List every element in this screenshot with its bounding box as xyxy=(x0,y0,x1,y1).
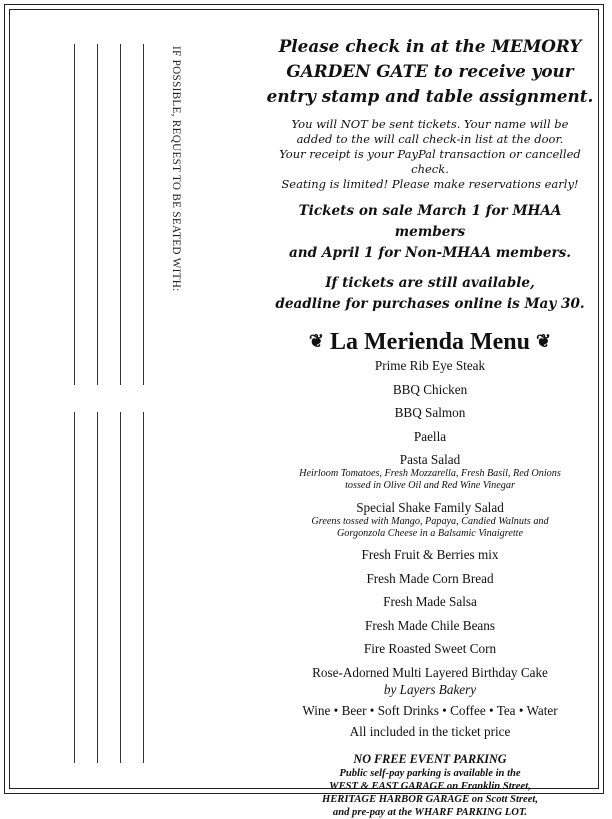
menu-item-description: tossed in Olive Oil and Red Wine Vinegar xyxy=(345,480,515,491)
write-line xyxy=(143,44,144,385)
menu-item-description: Gorgonzola Cheese in a Balsamic Vinaigrette xyxy=(336,527,524,539)
menu-item: Pasta Salad xyxy=(399,452,461,467)
deadline-info xyxy=(262,273,598,315)
tickets-info xyxy=(262,201,598,264)
note-line: You will NOT be sent tickets. Your name will be xyxy=(291,117,569,131)
drinks-list: Wine • Beer • Soft Drinks • Coffee • Tea • Water xyxy=(302,702,558,718)
checkin-heading: Please check in at the MEMORY GARDEN GATE to receive your entry stamp and table assignment. xyxy=(266,36,594,106)
tickets-line: and April 1 for Non-MHAA members. xyxy=(288,245,572,261)
parking-line: WEST & EAST GARAGE on Franklin Street, xyxy=(329,780,531,792)
info-column xyxy=(262,34,598,819)
parking-line: and pre-pay at the WHARF PARKING LOT. xyxy=(332,806,528,818)
note-line: added to the will call check-in list at the door. xyxy=(296,132,564,146)
write-line xyxy=(97,412,98,763)
menu-item: Rose-Adorned Multi Layered Birthday Cake xyxy=(312,664,548,680)
tickets-line: Tickets on sale March 1 for MHAA members xyxy=(298,203,562,240)
menu-item: Fresh Fruit & Berries mix xyxy=(361,547,499,562)
menu-item: Fire Roasted Sweet Corn xyxy=(363,641,497,656)
menu-item: Paella xyxy=(413,428,447,444)
seating-request-label: IF POSSIBLE, REQUEST TO BE SEATED WITH: xyxy=(170,46,182,292)
parking-heading: NO FREE EVENT PARKING xyxy=(353,751,507,766)
menu-item: Fresh Made Chile Beans xyxy=(364,617,496,633)
checkin-note xyxy=(262,117,598,192)
parking-line: HERITAGE HARBOR GARAGE on Scott Street, xyxy=(321,793,539,805)
menu-item-description: Heirloom Tomatoes, Fresh Mozzarella, Fresh Basil, Red Onions xyxy=(299,468,561,479)
write-line xyxy=(97,44,98,385)
included-note: All included in the ticket price xyxy=(349,723,511,739)
menu-item-description: Greens tossed with Mango, Papaya, Candied Walnuts and xyxy=(311,515,549,527)
write-line xyxy=(120,412,121,763)
menu-title: La Merienda Menu xyxy=(330,329,530,355)
write-line xyxy=(74,412,75,763)
menu-item-credit: by Layers Bakery xyxy=(383,681,477,697)
write-line xyxy=(143,412,144,763)
write-line xyxy=(120,44,121,385)
note-line: Your receipt is your PayPal transaction or cancelled check. xyxy=(279,147,581,176)
menu-item: Fresh Made Corn Bread xyxy=(366,570,494,586)
menu-heading xyxy=(262,326,598,357)
menu-item: Special Shake Family Salad xyxy=(356,499,504,515)
parking-info xyxy=(262,767,598,819)
leaf-ornament-icon: ❦ xyxy=(535,331,552,351)
write-line xyxy=(74,44,75,385)
menu-item: BBQ Salmon xyxy=(394,405,466,420)
leaf-ornament-icon: ❦ xyxy=(308,331,324,351)
deadline-line: deadline for purchases online is May 30. xyxy=(275,296,585,312)
menu-item: Fresh Made Salsa xyxy=(383,594,477,609)
parking-line: Public self-pay parking is available in the xyxy=(339,767,521,779)
deadline-line: If tickets are still available, xyxy=(325,275,535,291)
menu-item: BBQ Chicken xyxy=(392,381,468,397)
menu-list xyxy=(262,357,598,740)
menu-item: Prime Rib Eye Steak xyxy=(374,358,486,373)
note-line: Seating is limited! Please make reservations early! xyxy=(281,177,579,191)
